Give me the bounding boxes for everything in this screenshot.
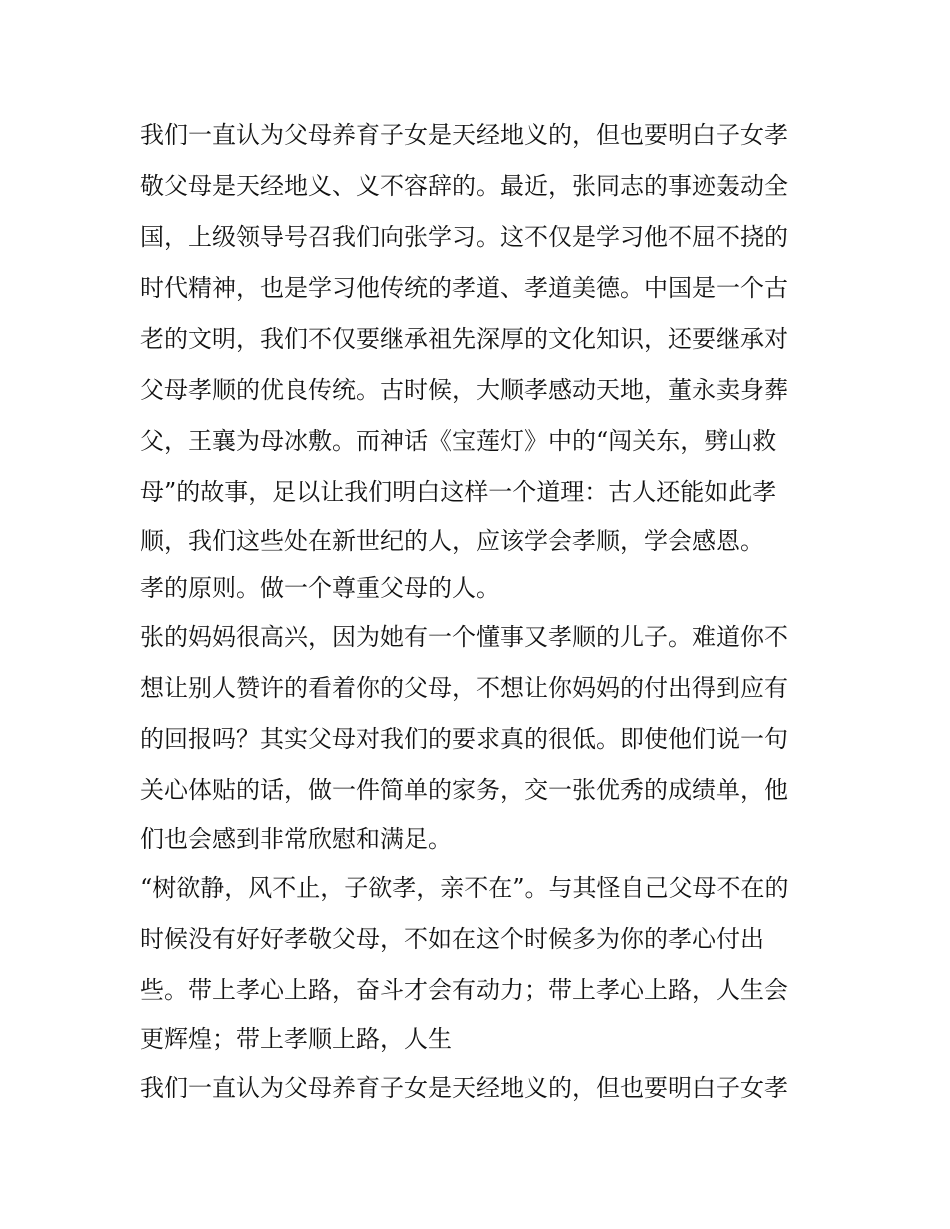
text-line: 我们一直认为父母养育子女是天经地义的，但也要明白子女孝 xyxy=(140,1074,788,1102)
text-line: 母”的故事，足以让我们明白这样一个道理：古人还能如此孝 xyxy=(140,478,777,506)
text-line: 敬父母是天经地义、义不容辞的。最近，张同志的事迹轰动全 xyxy=(140,172,788,200)
text-line: 孝的原则。做一个尊重父母的人。 xyxy=(140,574,500,602)
text-line: 些。带上孝心上路，奋斗才会有动力；带上孝心上路，人生会 xyxy=(140,976,788,1004)
text-line: 我们一直认为父母养育子女是天经地义的，但也要明白子女孝 xyxy=(140,121,788,149)
text-line: 时候没有好好孝敬父母，不如在这个时候多为你的孝心付出 xyxy=(140,925,764,953)
text-line: 的回报吗？其实父母对我们的要求真的很低。即使他们说一句 xyxy=(140,725,788,753)
text-line: 们也会感到非常欣慰和满足。 xyxy=(140,825,452,853)
text-line: 父母孝顺的优良传统。古时候，大顺孝感动天地，董永卖身葬 xyxy=(140,376,788,404)
text-line: 时代精神，也是学习他传统的孝道、孝道美德。中国是一个古 xyxy=(140,274,788,302)
text-line: 老的文明，我们不仅要继承祖先深厚的文化知识，还要继承对 xyxy=(140,325,788,353)
text-line: “树欲静，风不止，子欲孝，亲不在”。与其怪自己父母不在的 xyxy=(140,874,789,902)
text-line: 更辉煌；带上孝顺上路，人生 xyxy=(140,1025,452,1053)
text-line: 张的妈妈很高兴，因为她有一个懂事又孝顺的儿子。难道你不 xyxy=(140,623,788,651)
text-line: 关心体贴的话，做一件简单的家务，交一张优秀的成绩单，他 xyxy=(140,776,788,804)
document-body xyxy=(140,110,812,1114)
text-line: 父，王襄为母冰敷。而神话《宝莲灯》中的“闯关东，劈山救 xyxy=(140,427,777,455)
text-line: 国，上级领导号召我们向张学习。这不仅是学习他不屈不挠的 xyxy=(140,223,788,251)
text-line: 想让别人赞许的看着你的父母，不想让你妈妈的付出得到应有 xyxy=(140,674,788,702)
text-line: 顺，我们这些处在新世纪的人，应该学会孝顺，学会感恩。 xyxy=(140,527,764,555)
